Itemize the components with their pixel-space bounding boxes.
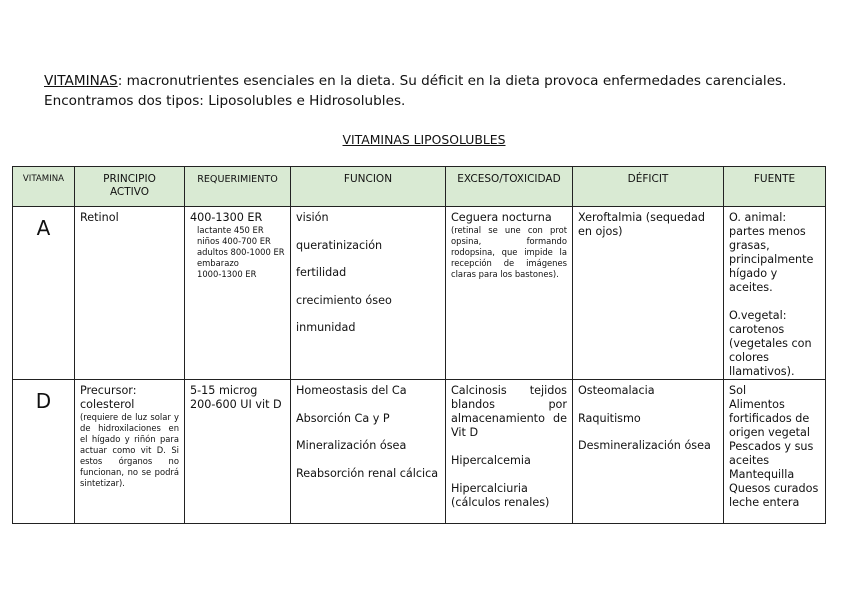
principio-text: Retinol [80,211,119,224]
intro-line-1-rest: : macronutrientes esenciales en la dieta. Su déficit en la dieta provoca enfermedades carenciales. [117,73,787,89]
vitamin-letter: D [13,380,75,524]
table-title: VITAMINAS LIPOSOLUBLES [342,132,506,147]
header-principio [75,167,185,207]
funcion-item: Absorción Ca y P [296,411,390,425]
requerimiento-content [185,380,290,412]
exceso-content [446,380,572,510]
table-header-row [13,167,826,207]
header-deficit: DÉFICIT [573,167,724,207]
principio-content [75,380,184,489]
exceso-item: Hipercalcemia [451,454,531,467]
requerimiento-item: 200-600 UI vit D [190,398,282,411]
funcion-item: crecimiento óseo [296,293,392,307]
exceso-content [446,207,572,280]
fuente-item: Alimentos fortificados de origen vegetal [729,398,811,439]
funcion-item: Mineralización ósea [296,439,407,452]
intro-paragraph [44,71,834,111]
requerimiento-main: 400-1300 ER [190,211,263,224]
intro-keyword: VITAMINAS [44,73,118,89]
requerimiento-cell [185,207,291,380]
header-vitamina: VITAMINA [13,167,75,207]
exceso-cell [446,207,573,380]
requerimiento-item: 5-15 microg [190,384,258,397]
funcion-list [291,207,445,335]
deficit-cell [573,207,724,380]
fuente-content [724,207,825,379]
requerimiento-detail: niños 400-700 ER [197,236,271,246]
header-fuente: FUENTE [724,167,826,207]
exceso-item: Hipercalciuria (cálculos renales) [451,482,550,509]
table-row [13,380,826,524]
requerimiento-detail: adultos 800-1000 ER [197,247,285,257]
fuente-cell [724,207,826,380]
fuente-item: Sol [729,384,747,397]
funcion-item: Homeostasis del Ca [296,384,407,397]
exceso-main: Ceguera nocturna [451,211,552,224]
header-principio-line-2: ACTIVO [109,186,150,198]
intro-line-1 [44,71,834,91]
header-requerimiento: REQUERIMIENTO [185,167,291,207]
funcion-item: queratinización [296,238,383,252]
header-funcion: FUNCION [291,167,446,207]
exceso-cell [446,380,573,524]
table-row [13,207,826,380]
header-exceso: EXCESO/TOXICIDAD [446,167,573,207]
principio-detail: (requiere de luz solar y de hidroxilaciones en el hígado y riñón para actuar como vit D. Si estos órganos no funcionan, no se podrá sintetizar). [80,412,179,488]
fuente-item: leche entera [729,496,800,509]
requerimiento-detail: 1000-1300 ER [197,269,257,279]
principio-cell [75,380,185,524]
principio-main: Precursor: colesterol [80,384,137,411]
funcion-item: fertilidad [296,266,347,279]
fuente-item: Quesos curados [729,482,819,495]
deficit-item: Raquitismo [578,411,641,425]
vitamins-table [12,166,826,524]
exceso-detail: (retinal se une con prot opsina, formando rodopsina, que impide la recepción de imágenes claras para los bastones). [451,225,567,279]
intro-line-2: Encontramos dos tipos: Liposolubles e Hidrosolubles. [44,93,406,109]
header-principio-line-1: PRINCIPIO [103,173,156,185]
funcion-cell [291,207,446,380]
deficit-item: Osteomalacia [578,384,655,397]
exceso-item: Calcinosis tejidos blandos por almacenamiento de Vit D [451,384,567,439]
deficit-cell [573,380,724,524]
principio-cell [75,207,185,380]
fuente-animal: O. animal: partes menos grasas, principalmente hígado y aceites. [729,211,814,294]
requerimiento-detail: lactante 450 ER [197,225,264,235]
deficit-item: Desmineralización ósea [578,439,711,452]
fuente-vegetal: O.vegetal: carotenos (vegetales con colores llamativos). [729,309,812,378]
requerimiento-cell [185,380,291,524]
fuente-cell [724,380,826,524]
requerimiento-content [185,207,290,280]
fuente-item: Mantequilla [729,468,795,481]
funcion-item: inmunidad [296,321,356,334]
funcion-list [291,380,445,481]
funcion-cell [291,380,446,524]
funcion-item: Reabsorción renal cálcica [296,466,439,480]
vitamin-letter: A [13,207,75,380]
fuente-item: Pescados y sus aceites [729,440,814,467]
funcion-item: visión [296,211,329,224]
deficit-text: Xeroftalmia (sequedad en ojos) [578,211,705,238]
fuente-list [724,380,825,510]
deficit-list [573,380,723,453]
requerimiento-detail: embarazo [197,258,239,268]
